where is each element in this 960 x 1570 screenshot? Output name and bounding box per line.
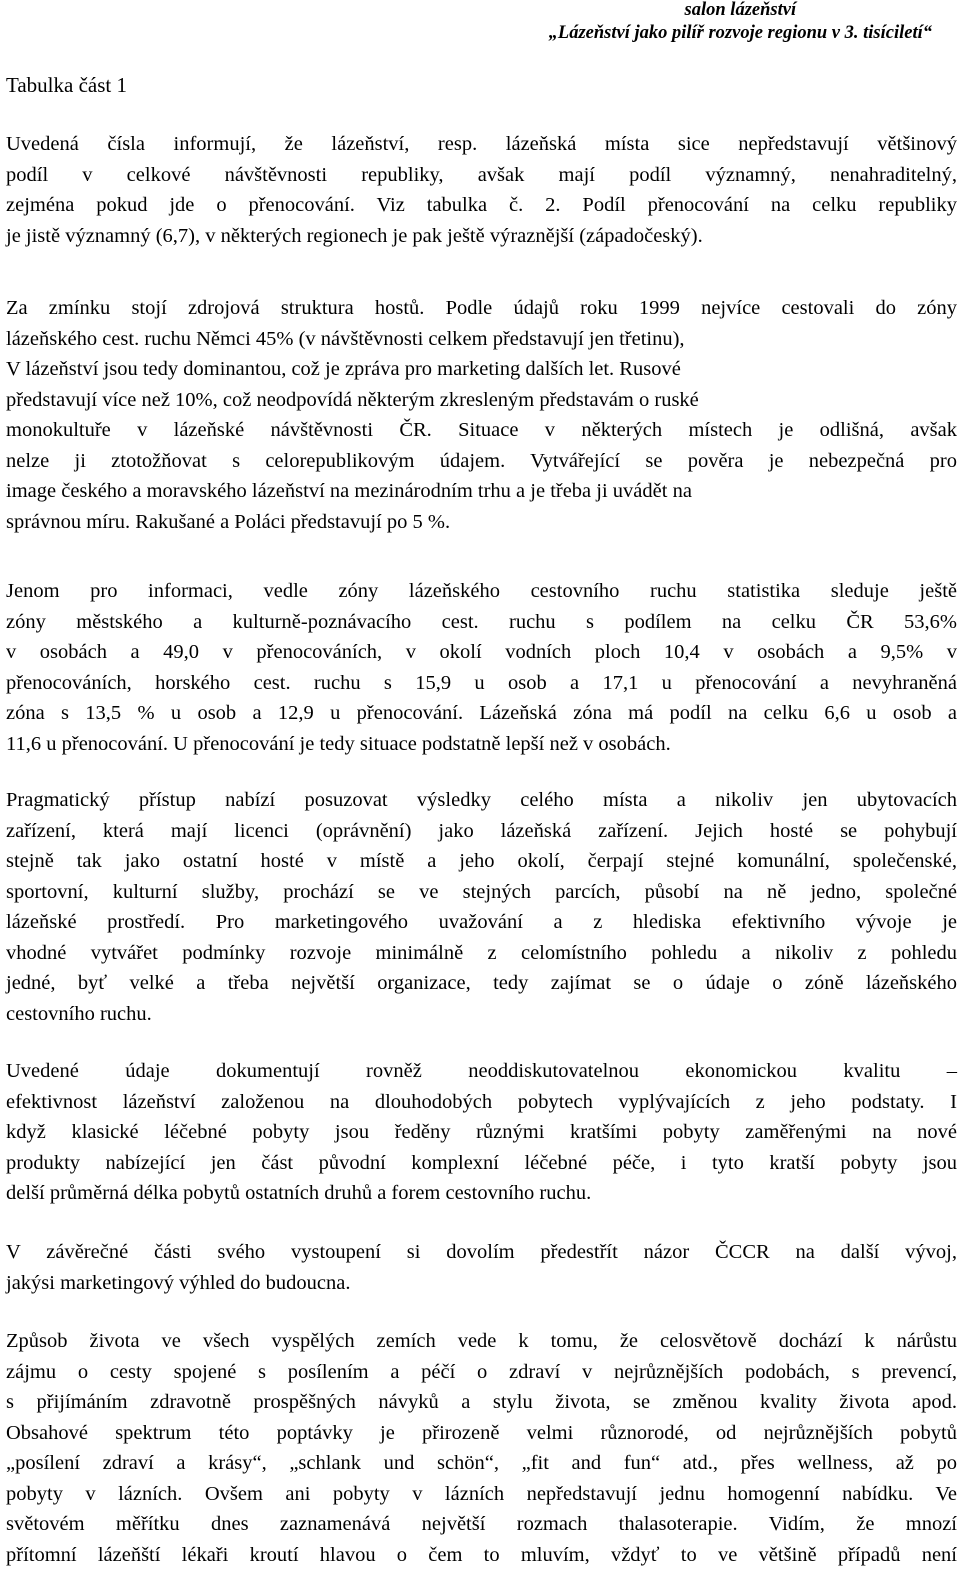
paragraph-line: Jenom pro informaci, vedle zóny lázeňského cestovního ruchu statistika sleduje ještě (6, 576, 957, 607)
paragraph (6, 1237, 957, 1298)
paragraph-line: když klasické léčebné pobyty jsou ředěny různými kratšími pobyty zaměřenými na nové (6, 1117, 957, 1148)
paragraph-line: Způsob života ve všech vyspělých zemích vede k tomu, že celosvětově dochází k nárůstu (6, 1326, 957, 1357)
paragraph-line: zóny městského a kulturně-poznávacího cest. ruchu s podílem na celku ČR 53,6% (6, 607, 957, 638)
paragraph-line: Za zmínku stojí zdrojová struktura hostů. Podle údajů roku 1999 nejvíce cestovali do zóny (6, 293, 957, 324)
paragraph-line: světovém měřítku dnes zaznamenává největší rozmach thalasoterapie. Vidím, že mnozí (6, 1509, 957, 1540)
paragraph-line: jakýsi marketingový výhled do budoucna. (6, 1268, 957, 1299)
paragraph (6, 785, 957, 1029)
paragraph-line: delší průměrná délka pobytů ostatních druhů a forem cestovního ruchu. (6, 1178, 957, 1209)
paragraph-line: zejména pokud jde o přenocování. Viz tabulka č. 2. Podíl přenocování na celku republiky (6, 190, 957, 221)
paragraph (6, 1056, 957, 1209)
paragraph-line: pobyty v lázních. Ovšem ani pobyty v lázních nepředstavují jednu homogenní nabídku. Ve (6, 1479, 957, 1510)
paragraph-line: podíl v celkové návštěvnosti republiky, avšak mají podíl významný, nenahraditelný, (6, 160, 957, 191)
paragraph-line: efektivnost lázeňství založenou na dlouhodobých pobytech vyplývajících z jeho podstaty. I (6, 1087, 957, 1118)
paragraph-line: s přijímáním zdravotně prospěšných návyků a stylu života, se změnou kvality života apod. (6, 1387, 957, 1418)
paragraph-line: sportovní, kulturní služby, prochází se ve stejných parcích, působí na ně jedno, společné (6, 877, 957, 908)
paragraph (6, 129, 957, 251)
paragraph-line: zóna s 13,5 % u osob a 12,9 u přenocování. Lázeňská zóna má podíl na celku 6,6 u osob a (6, 698, 957, 729)
paragraph-line: monokultuře v lázeňské návštěvnosti ČR. Situace v některých místech je odlišná, avšak (6, 415, 957, 446)
paragraph-line: přítomní lázeňští lékaři kroutí hlavou o čem to mluvím, vždyť to ve většině případů není (6, 1540, 957, 1570)
paragraph-line: Uvedené údaje dokumentují rovněž neoddiskutovatelnou ekonomickou kvalitu – (6, 1056, 957, 1087)
paragraph (6, 576, 957, 759)
paragraph-line: přenocováních, horského cest. ruchu s 15,9 u osob a 17,1 u přenocování a nevyhraněná (6, 668, 957, 699)
paragraph-line: produkty nabízející jen část původní komplexní léčebné péče, i tyto kratší pobyty jsou (6, 1148, 957, 1179)
paragraph-line: „posílení zdraví a krásy“, „schlank und schön“, „fit and fun“ atd., přes wellness, až po (6, 1448, 957, 1479)
paragraph-line: image českého a moravského lázeňství na mezinárodním trhu a je třeba ji uvádět na (6, 476, 957, 507)
paragraph-line: stejně tak jako ostatní hosté v místě a jeho okolí, čerpají stejné komunální, společenské, (6, 846, 957, 877)
header-event-title: „Lázeňství jako pilíř rozvoje regionu v 3. tisíciletí“ (549, 22, 932, 45)
paragraph-line: představují více než 10%, což neodpovídá některým zkresleným představám o ruské (6, 385, 957, 416)
paragraph-line: Uvedená čísla informují, že lázeňství, resp. lázeňská místa sice nepředstavují většinový (6, 129, 957, 160)
paragraph-line: je jistě významný (6,7), v některých regionech je pak ještě výraznější (západočeský). (6, 221, 957, 252)
paragraph-line: V lázeňství jsou tedy dominantou, což je zpráva pro marketing dalších let. Rusové (6, 354, 957, 385)
paragraph-line: správnou míru. Rakušané a Poláci představují po 5 %. (6, 507, 957, 538)
section-label: Tabulka část 1 (6, 72, 127, 98)
paragraph-line: lázeňské prostředí. Pro marketingového uvažování a z hlediska efektivního vývoje je (6, 907, 957, 938)
document-header (549, 0, 932, 45)
paragraph-line: zařízení, která mají licenci (oprávnění) jako lázeňská zařízení. Jejich hosté se pohybují (6, 816, 957, 847)
header-event-name: salon lázeňství (549, 0, 932, 22)
paragraph-line: nelze ji ztotožňovat s celorepublikovým údajem. Vytvářející se pověra je nebezpečná pro (6, 446, 957, 477)
paragraph-line: vhodné vytvářet podmínky rozvoje minimálně z celomístního pohledu a nikoliv z pohledu (6, 938, 957, 969)
paragraph (6, 293, 957, 537)
paragraph-line: 11,6 u přenocování. U přenocování je tedy situace podstatně lepší než v osobách. (6, 729, 957, 760)
paragraph-line: lázeňského cest. ruchu Němci 45% (v návštěvnosti celkem představují jen třetinu), (6, 324, 957, 355)
paragraph-line: Obsahové spektrum této poptávky je přirozeně velmi různorodé, od nejrůznějších pobytů (6, 1418, 957, 1449)
paragraph (6, 1326, 957, 1570)
paragraph-line: cestovního ruchu. (6, 999, 957, 1030)
paragraph-line: zájmu o cesty spojené s posílením a péčí o zdraví v nejrůznějších podobách, s prevencí, (6, 1357, 957, 1388)
paragraph-line: V závěrečné části svého vystoupení si dovolím předestřít názor ČCCR na další vývoj, (6, 1237, 957, 1268)
paragraph-line: v osobách a 49,0 v přenocováních, v okolí vodních ploch 10,4 v osobách a 9,5% v (6, 637, 957, 668)
paragraph-line: jedné, byť velké a třeba největší organizace, tedy zajímat se o údaje o zóně lázeňského (6, 968, 957, 999)
paragraph-line: Pragmatický přístup nabízí posuzovat výsledky celého místa a nikoliv jen ubytovacích (6, 785, 957, 816)
